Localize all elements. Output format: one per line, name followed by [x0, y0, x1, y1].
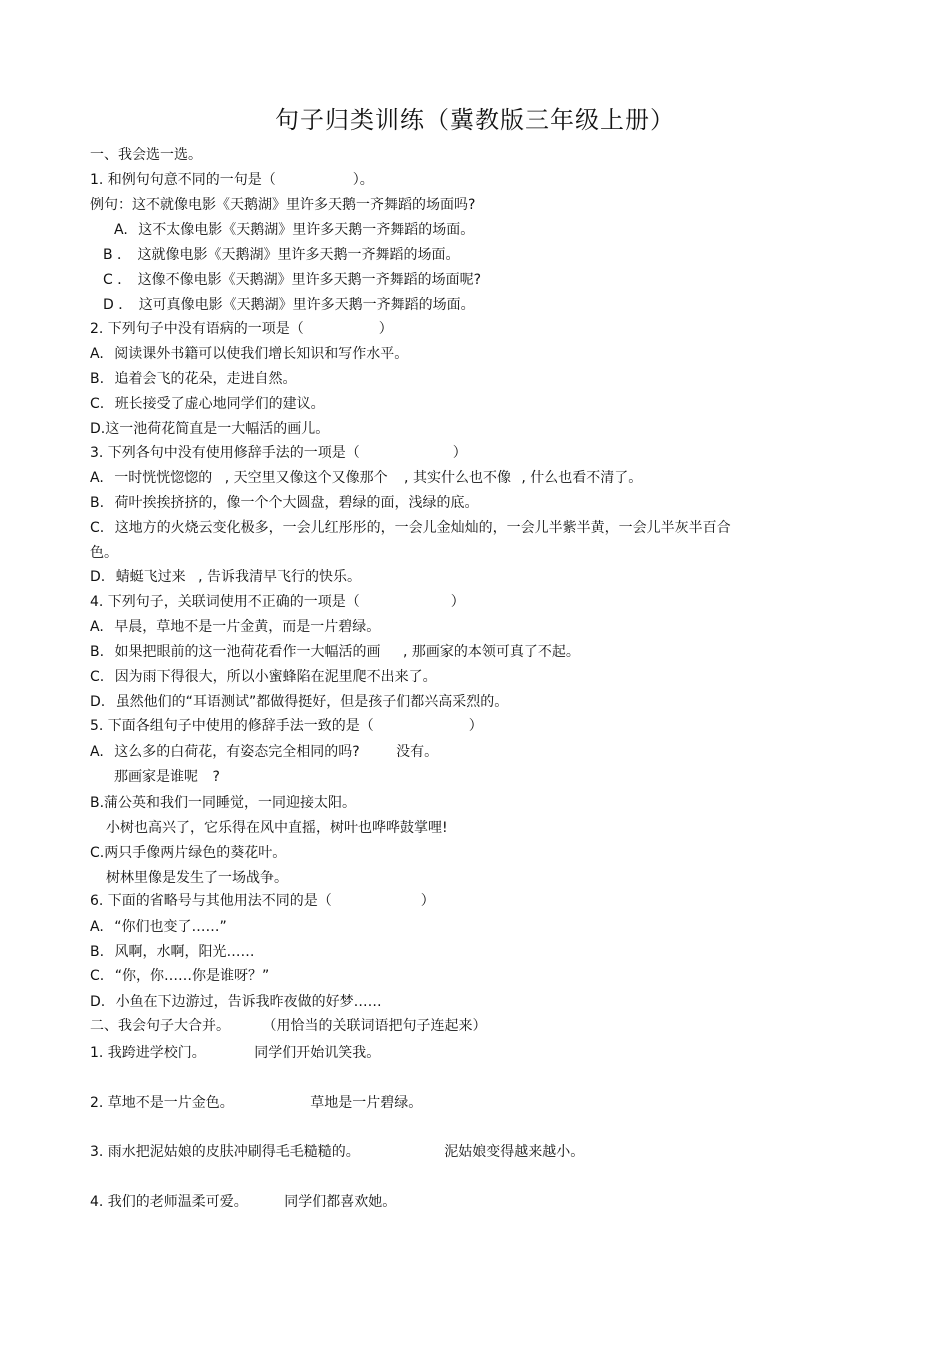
q5-stem-text: 5. 下面各组句子中使用的修辞手法一致的是（ [90, 718, 374, 734]
q3-option-c-label: C. [90, 520, 105, 536]
q5-option-a-part1: 这么多的白荷花，有姿态完全相同的吗? [114, 744, 360, 760]
q6-stem-end: ） [420, 893, 435, 909]
q3-option-a-part2: , 天空里又像这个又像那个 [224, 470, 388, 486]
q4-option-b [90, 642, 580, 662]
q3-option-b-label: B. [90, 495, 105, 511]
q5-option-c-line1: C.两只手像两片绿色的葵花叶。 [90, 845, 287, 861]
q3-option-b [90, 493, 479, 513]
q5-option-a [90, 742, 438, 762]
q3-option-c-continued: 色。 [90, 545, 118, 561]
q4-option-a-text: 早晨，草地不是一片金黄，而是一片碧绿。 [114, 619, 381, 635]
merge-item-3-sentence-a: 3. 雨水把泥姑娘的皮肤冲刷得毛毛糙糙的。 [90, 1144, 360, 1160]
q3-option-d [90, 567, 361, 587]
q6-option-c [90, 966, 269, 986]
q4-option-d-text: 虽然他们的“耳语测试”都做得挺好，但是孩子们都兴高采烈的。 [115, 694, 509, 710]
merge-item-2-sentence-a: 2. 草地不是一片金色。 [90, 1095, 234, 1111]
q6-option-b-text: 风啊，水啊，阳光…… [114, 944, 255, 960]
q2-option-a-label: A. [90, 346, 104, 362]
q6-option-b [90, 942, 255, 962]
q6-option-d-text: 小鱼在下边游过，告诉我昨夜做的好梦…… [115, 994, 382, 1010]
q3-stem-end: ） [452, 445, 467, 461]
page-title: 句子归类训练（冀教版三年级上册） [275, 106, 675, 134]
q2-option-d: D.这一池荷花简直是一大幅活的画儿。 [90, 421, 330, 437]
q2-option-b [90, 369, 297, 389]
section-2-heading [90, 1016, 486, 1036]
q2-option-a-text: 阅读课外书籍可以使我们增长知识和写作水平。 [114, 346, 409, 362]
merge-item-1-sentence-a: 1. 我跨进学校门。 [90, 1045, 206, 1061]
q6-stem [90, 891, 435, 911]
merge-item-1-sentence-b: 同学们开始讥笑我。 [254, 1045, 381, 1061]
q3-option-a-part3: , 其实什么也不像 [404, 470, 511, 486]
q4-option-a-label: A. [90, 619, 104, 635]
q1-option-c [103, 270, 481, 290]
q5-option-b-line1: B.蒲公英和我们一同睡觉，一同迎接太阳。 [90, 795, 357, 811]
q2-option-b-text: 追着会飞的花朵，走进自然。 [114, 371, 297, 387]
q2-stem [90, 319, 393, 339]
q2-stem-text: 2. 下列句子中没有语病的一项是（ [90, 321, 304, 337]
q1-option-b-label: B ． [103, 247, 132, 263]
q4-option-b-part2: , 那画家的本领可真了不起。 [402, 644, 580, 660]
q6-stem-text: 6. 下面的省略号与其他用法不同的是（ [90, 893, 332, 909]
q3-option-a [90, 468, 642, 488]
q4-option-d-label: D. [90, 694, 106, 710]
merge-item-4-sentence-a: 4. 我们的老师温柔可爱。 [90, 1194, 248, 1210]
q3-option-b-text: 荷叶挨挨挤挤的，像一个个大圆盘，碧绿的面，浅绿的底。 [114, 495, 479, 511]
q2-stem-end: ） [378, 321, 393, 337]
q4-stem [90, 592, 465, 612]
q3-option-d-part2: , 告诉我清早飞行的快乐。 [198, 569, 362, 585]
q4-stem-end: ） [450, 594, 465, 610]
q2-option-a [90, 344, 408, 364]
merge-item-3-sentence-b: 泥姑娘变得越来越小。 [444, 1144, 585, 1160]
q2-option-c-label: C. [90, 396, 105, 412]
q1-option-c-text: 这像不像电影《天鹅湖》里许多天鹅一齐舞蹈的场面呢? [137, 272, 482, 288]
q1-option-d [103, 295, 475, 315]
q3-stem [90, 443, 467, 463]
q6-option-a-label: A. [90, 919, 104, 935]
q3-option-d-part1: 蜻蜓飞过来 [115, 569, 186, 585]
q1-option-a [114, 220, 474, 240]
q4-stem-text: 4. 下列句子，关联词使用不正确的一项是（ [90, 594, 360, 610]
q4-option-a [90, 617, 380, 637]
q3-option-c-text: 这地方的火烧云变化极多，一会儿红彤彤的，一会儿金灿灿的，一会儿半紫半黄，一会儿半灰半百合 [114, 520, 731, 536]
q1-option-c-label: C ． [103, 272, 132, 288]
merge-item-2-sentence-b: 草地是一片碧绿。 [310, 1095, 423, 1111]
q4-option-b-label: B. [90, 644, 105, 660]
q3-option-a-part1: 一时恍恍惚惚的 [114, 470, 213, 486]
q1-option-b [103, 245, 460, 265]
q1-stem [90, 170, 374, 190]
q3-option-d-label: D. [90, 569, 106, 585]
section-2-heading-text: 二、我会句子大合并。 [90, 1018, 230, 1034]
q1-stem-text: 1. 和例句句意不同的一句是（ [90, 172, 276, 188]
q1-option-d-label: D ． [103, 297, 133, 313]
q4-option-d [90, 692, 508, 712]
section-1-heading: 一、我会选一选。 [90, 147, 202, 163]
q1-example: 例句：这不就像电影《天鹅湖》里许多天鹅一齐舞蹈的场面吗? [90, 197, 476, 213]
merge-item-4-sentence-b: 同学们都喜欢她。 [284, 1194, 397, 1210]
q6-option-c-text: “你，你……你是谁呀？” [114, 968, 270, 984]
q1-option-b-text: 这就像电影《天鹅湖》里许多天鹅一齐舞蹈的场面。 [137, 247, 460, 263]
q5-option-b-line2: 小树也高兴了，它乐得在风中直摇，树叶也哗哗鼓掌哩! [106, 820, 448, 836]
q5-option-a-label: A. [90, 744, 104, 760]
merge-item-1 [90, 1043, 380, 1063]
q1-option-a-text: 这不太像电影《天鹅湖》里许多天鹅一齐舞蹈的场面。 [138, 222, 475, 238]
merge-item-3 [90, 1142, 584, 1162]
q6-option-a [90, 917, 227, 937]
q2-option-c [90, 394, 325, 414]
q5-option-a-part4: ? [212, 769, 220, 785]
q3-option-c [90, 518, 731, 538]
q5-option-c-line2: 树林里像是发生了一场战争。 [106, 870, 288, 886]
q5-option-a-line2 [114, 767, 220, 787]
q5-option-a-part3: 那画家是谁呢 [114, 769, 198, 785]
q6-option-b-label: B. [90, 944, 105, 960]
q4-option-c-text: 因为雨下得很大，所以小蜜蜂陷在泥里爬不出来了。 [114, 669, 437, 685]
q2-option-b-label: B. [90, 371, 105, 387]
q4-option-c [90, 667, 437, 687]
q6-option-d [90, 992, 382, 1012]
q1-option-d-text: 这可真像电影《天鹅湖》里许多天鹅一齐舞蹈的场面。 [138, 297, 475, 313]
q2-option-c-text: 班长接受了虚心地同学们的建议。 [114, 396, 325, 412]
q3-option-a-part4: , 什么也看不清了。 [521, 470, 643, 486]
q4-option-b-part1: 如果把眼前的这一池荷花看作一大幅活的画 [114, 644, 381, 660]
merge-item-4 [90, 1192, 396, 1212]
q1-stem-end: ）。 [352, 172, 374, 188]
q5-option-a-part2: 没有。 [396, 744, 439, 760]
q5-stem [90, 716, 483, 736]
q6-option-c-label: C. [90, 968, 105, 984]
q4-option-c-label: C. [90, 669, 105, 685]
q3-option-a-label: A. [90, 470, 104, 486]
merge-item-2 [90, 1093, 422, 1113]
q5-stem-end: ） [468, 718, 483, 734]
section-2-note: （用恰当的关联词语把句子连起来） [262, 1018, 487, 1034]
q3-stem-text: 3. 下列各句中没有使用修辞手法的一项是（ [90, 445, 360, 461]
q6-option-d-label: D. [90, 994, 106, 1010]
q1-option-a-label: A. [114, 222, 128, 238]
q6-option-a-text: “你们也变了……” [114, 919, 227, 935]
